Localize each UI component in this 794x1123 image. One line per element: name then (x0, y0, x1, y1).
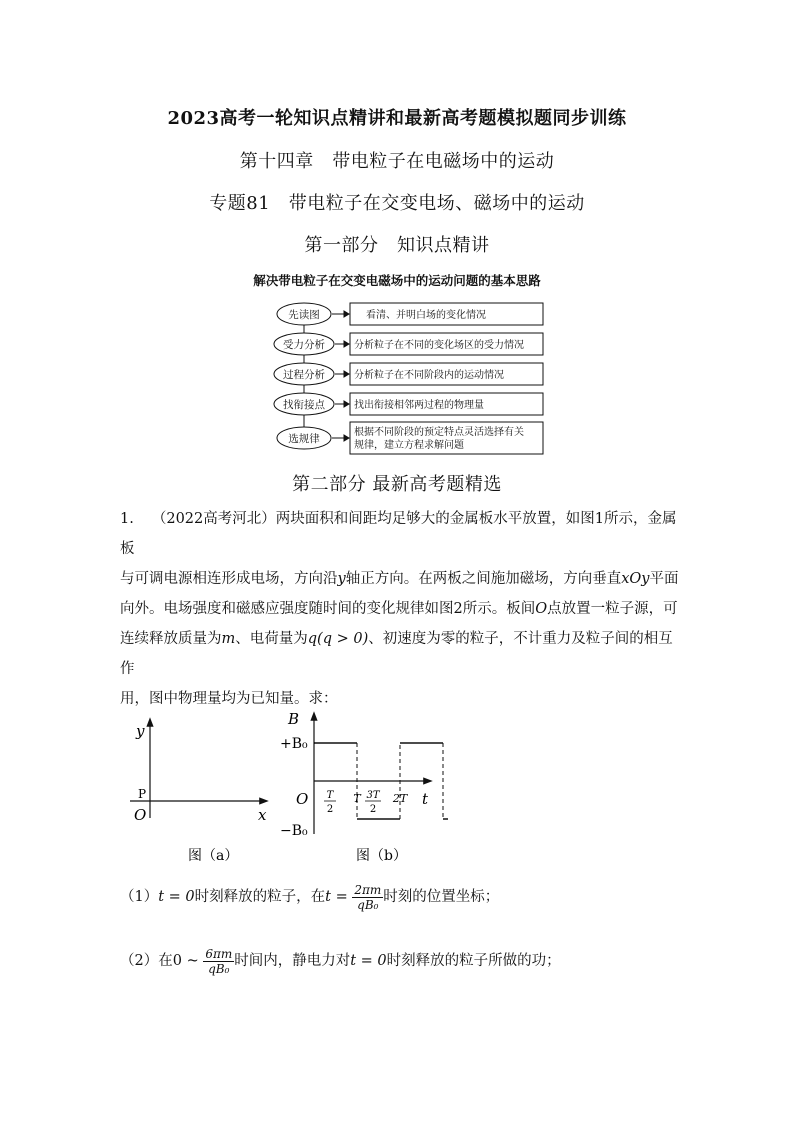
problem-number: 1. (120, 511, 134, 527)
figure-a (118, 708, 278, 868)
problem-line: 连续释放质量为m、电荷量为q(q > 0)、初速度为零的粒子，不计重力及粒子间的相互作 (120, 631, 673, 677)
figure-a-caption: 图（a） (188, 848, 239, 864)
tick-t: T (353, 792, 361, 805)
figure-b-caption: 图（b） (356, 848, 407, 864)
plus-b0-label: +B₀ (280, 736, 308, 752)
flowchart (270, 298, 550, 458)
flow-step-label: 先读图 (288, 309, 320, 321)
q1-fraction: $\frac{2\pi m}{\text{qB₀}}$ (354, 882, 382, 912)
flow-step-desc: 根据不同阶段的预定特点灵活选择有关 (354, 427, 524, 438)
problem-line: 向外。电场强度和磁感应强度随时间的变化规律如图2所示。板间O点放置一粒子源，可 (120, 601, 678, 617)
flow-step-label: 选规律 (288, 433, 320, 445)
tick-t-half-num: T (326, 790, 334, 801)
problem-source: （2022高考河北） (151, 511, 276, 527)
problem-line: 1. （2022高考河北）两块面积和间距均足够大的金属板水平放置，如图1所示，金属板 (120, 511, 677, 557)
flow-step-desc: 看清、并明白场的变化情况 (366, 310, 486, 321)
minus-b0-label: −B₀ (280, 823, 308, 839)
flow-step-label: 找衔接点 (283, 399, 325, 411)
flow-step-label: 受力分析 (283, 339, 325, 351)
part1-heading: 第一部分 知识点精讲 (304, 235, 490, 256)
b-axis-label: B (288, 710, 300, 728)
tick-3t-half-den: 2 (369, 804, 377, 815)
topic-title: 专题81 带电粒子在交变电场、磁场中的运动 (209, 193, 585, 214)
doc-title: 2023高考一轮知识点精讲和最新高考题模拟题同步训练 (167, 108, 627, 129)
flow-step-desc: 分析粒子在不同的变化场区的受力情况 (354, 340, 524, 351)
flow-step-desc-cont: 规律，建立方程求解问题 (354, 440, 464, 451)
flow-step-label: 过程分析 (283, 369, 325, 381)
flow-step-desc: 找出衔接相邻两过程的物理量 (354, 400, 484, 411)
figure-b (278, 706, 448, 868)
q2-fraction: $\frac{6\pi m}{\text{qB₀}}$ (205, 946, 233, 976)
flowchart-title: 解决带电粒子在交变电磁场中的运动问题的基本思路 (253, 273, 541, 288)
x-axis-label: x (258, 806, 267, 824)
question-2: （2）在0 ~ $\frac{6\pi m}{\text{qB₀}}$ 时间内，静电力对t = 0时刻释放的粒子所做的功； (120, 946, 561, 976)
problem-line: 与可调电源相连形成电场，方向沿y轴正方向。在两板之间施加磁场，方向垂直xOy平面 (120, 571, 679, 587)
origin-label: O (134, 806, 147, 824)
chapter-title: 第十四章 带电粒子在电磁场中的运动 (239, 151, 555, 172)
y-axis-label: y (136, 722, 145, 740)
point-p-label: P (138, 787, 147, 801)
problem-statement (120, 504, 680, 714)
problem-line: 用，图中物理量均为已知量。求： (120, 691, 338, 707)
tick-t-half-den: 2 (326, 804, 334, 815)
part2-heading: 第二部分 最新高考题精选 (292, 474, 502, 495)
t-axis-label: t (422, 790, 429, 808)
origin-label: O (296, 790, 309, 808)
tick-3t-half-num: 3T (366, 790, 380, 801)
question-1: （1）t = 0时刻释放的粒子，在t = $\frac{2\pi m}{\text{qB₀}}$ 时刻的位置坐标； (120, 882, 500, 912)
flow-step-desc: 分析粒子在不同阶段内的运动情况 (354, 370, 504, 381)
tick-2t: 2T (392, 792, 408, 805)
